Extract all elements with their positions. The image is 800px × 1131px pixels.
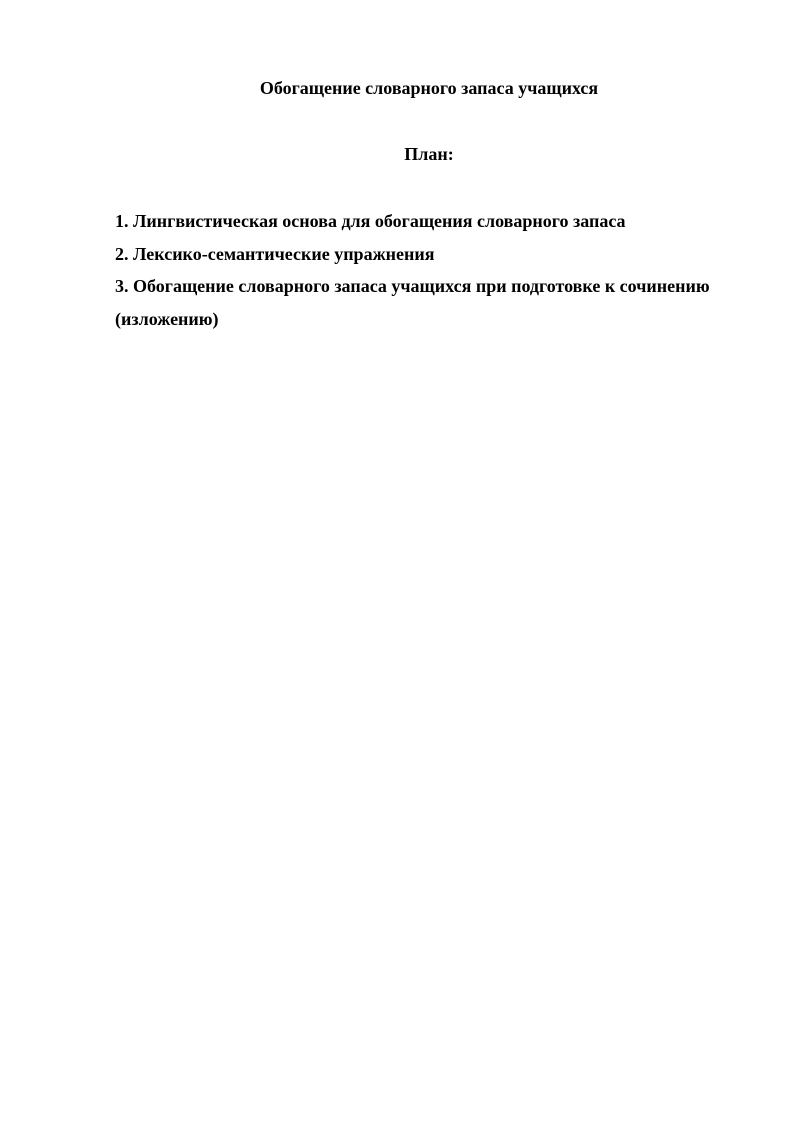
plan-item-3: 3. Обогащение словарного запаса учащихся при подготовке к сочинению (изложению): [115, 276, 710, 329]
plan-list: [115, 205, 750, 335]
plan-heading: План:: [404, 144, 454, 164]
document-title: Обогащение словарного запаса учащихся: [259, 78, 599, 98]
plan-item-2: 2. Лексико-семантические упражнения: [115, 243, 435, 264]
plan-item-1: 1. Лингвистическая основа для обогащения словарного запаса: [115, 211, 626, 231]
